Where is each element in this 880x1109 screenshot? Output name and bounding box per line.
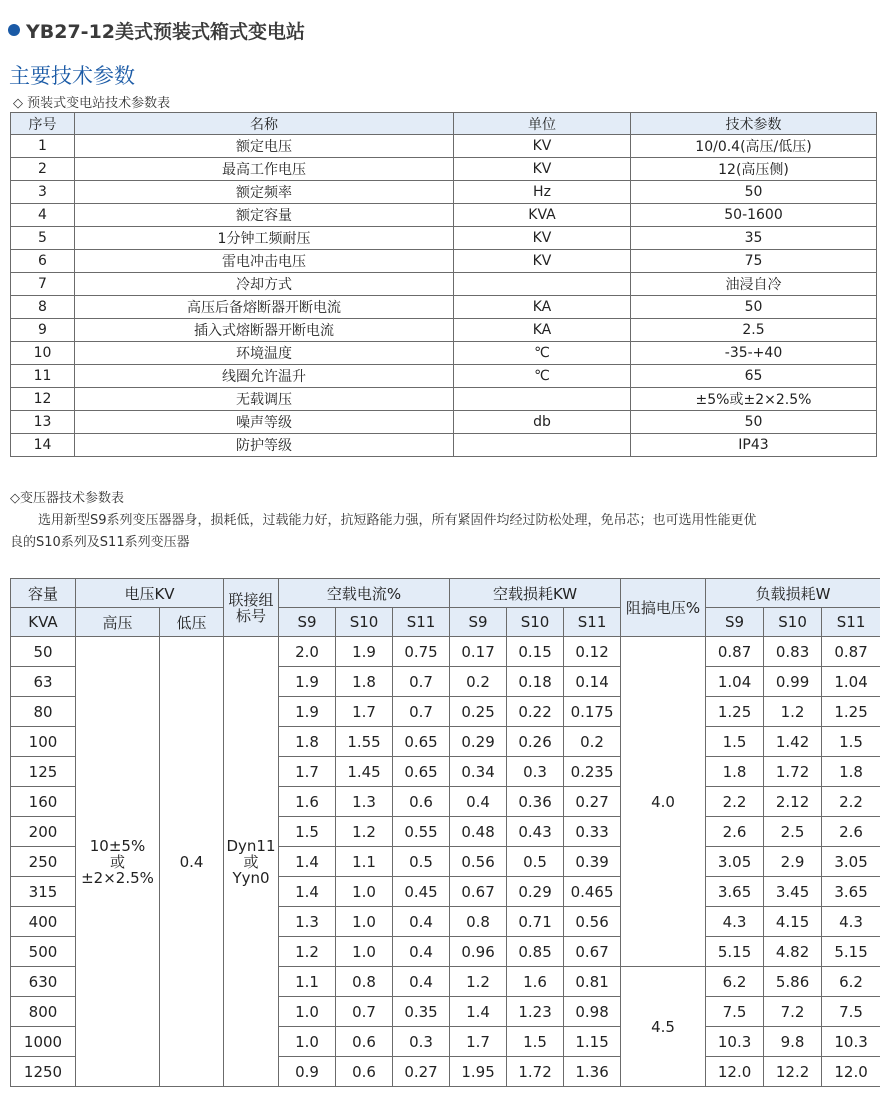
table-row <box>11 250 877 273</box>
unit-cell: KA <box>454 296 631 319</box>
index-cell: 14 <box>11 434 75 457</box>
noload-current-cell: 0.27 <box>393 1057 450 1087</box>
index-cell: 12 <box>11 388 75 411</box>
noload-current-cell: 0.9 <box>279 1057 336 1087</box>
unit-cell: KA <box>454 319 631 342</box>
unit-cell: KV <box>454 227 631 250</box>
noload-current-cell: 1.8 <box>279 727 336 757</box>
header-impedance: 阻搞电压% <box>621 579 706 637</box>
noload-current-cell: 1.55 <box>336 727 393 757</box>
header-s9: S9 <box>706 608 764 637</box>
header-low-voltage: 低压 <box>160 608 224 637</box>
noload-current-cell: 0.65 <box>393 727 450 757</box>
load-loss-cell: 3.65 <box>822 877 880 907</box>
noload-current-cell: 1.9 <box>279 697 336 727</box>
name-cell: 噪声等级 <box>75 411 454 434</box>
noload-loss-cell: 0.2 <box>564 727 621 757</box>
noload-current-cell: 0.45 <box>393 877 450 907</box>
unit-cell <box>454 273 631 296</box>
value-cell: 50 <box>631 181 877 204</box>
header-s10: S10 <box>507 608 564 637</box>
table-row <box>11 434 877 457</box>
noload-current-cell: 1.7 <box>336 697 393 727</box>
noload-current-cell: 1.2 <box>336 817 393 847</box>
header-s9: S9 <box>279 608 336 637</box>
header-s11: S11 <box>564 608 621 637</box>
load-loss-cell: 4.3 <box>822 907 880 937</box>
header-high-voltage: 高压 <box>76 608 160 637</box>
load-loss-cell: 7.5 <box>822 997 880 1027</box>
noload-current-cell: 0.65 <box>393 757 450 787</box>
noload-current-cell: 0.75 <box>393 637 450 667</box>
noload-current-cell: 1.1 <box>279 967 336 997</box>
noload-current-cell: 0.4 <box>393 967 450 997</box>
table-row <box>11 296 877 319</box>
header-cell: 技术参数 <box>631 113 877 135</box>
noload-loss-cell: 0.96 <box>450 937 507 967</box>
load-loss-cell: 10.3 <box>822 1027 880 1057</box>
load-loss-cell: 2.9 <box>764 847 822 877</box>
load-loss-cell: 1.8 <box>706 757 764 787</box>
value-cell: 50 <box>631 411 877 434</box>
table-row <box>11 365 877 388</box>
noload-loss-cell: 1.23 <box>507 997 564 1027</box>
impedance-cell: 4.0 <box>621 637 706 967</box>
load-loss-cell: 12.0 <box>706 1057 764 1087</box>
capacity-cell: 1000 <box>11 1027 76 1057</box>
load-loss-cell: 3.05 <box>822 847 880 877</box>
noload-loss-cell: 0.56 <box>450 847 507 877</box>
low-voltage-cell: 0.4 <box>160 637 224 1087</box>
header-s11: S11 <box>393 608 450 637</box>
noload-loss-cell: 1.15 <box>564 1027 621 1057</box>
load-loss-cell: 10.3 <box>706 1027 764 1057</box>
noload-loss-cell: 0.17 <box>450 637 507 667</box>
load-loss-cell: 1.2 <box>764 697 822 727</box>
name-cell: 线圈允许温升 <box>75 365 454 388</box>
index-cell: 3 <box>11 181 75 204</box>
index-cell: 8 <box>11 296 75 319</box>
capacity-cell: 63 <box>11 667 76 697</box>
noload-loss-cell: 0.33 <box>564 817 621 847</box>
header-s10: S10 <box>764 608 822 637</box>
load-loss-cell: 12.0 <box>822 1057 880 1087</box>
noload-loss-cell: 0.3 <box>507 757 564 787</box>
load-loss-cell: 1.42 <box>764 727 822 757</box>
name-cell: 插入式熔断器开断电流 <box>75 319 454 342</box>
load-loss-cell: 0.87 <box>822 637 880 667</box>
noload-loss-cell: 1.2 <box>450 967 507 997</box>
bullet-dot-icon <box>8 24 20 36</box>
capacity-cell: 250 <box>11 847 76 877</box>
load-loss-cell: 2.5 <box>764 817 822 847</box>
index-cell: 13 <box>11 411 75 434</box>
load-loss-cell: 1.04 <box>706 667 764 697</box>
noload-current-cell: 1.0 <box>279 1027 336 1057</box>
noload-loss-cell: 0.465 <box>564 877 621 907</box>
noload-loss-cell: 0.15 <box>507 637 564 667</box>
params-table-header-row <box>11 113 877 135</box>
unit-cell: db <box>454 411 631 434</box>
capacity-cell: 125 <box>11 757 76 787</box>
noload-loss-cell: 1.6 <box>507 967 564 997</box>
load-loss-cell: 2.6 <box>706 817 764 847</box>
load-loss-cell: 6.2 <box>706 967 764 997</box>
name-cell: 雷电冲击电压 <box>75 250 454 273</box>
capacity-cell: 800 <box>11 997 76 1027</box>
noload-loss-cell: 1.4 <box>450 997 507 1027</box>
table-row <box>11 411 877 434</box>
name-cell: 额定频率 <box>75 181 454 204</box>
header-noload-current: 空载电流% <box>279 579 450 608</box>
table-row <box>11 388 877 411</box>
name-cell: 冷却方式 <box>75 273 454 296</box>
name-cell: 高压后备熔断器开断电流 <box>75 296 454 319</box>
value-cell: 75 <box>631 250 877 273</box>
table-row <box>11 319 877 342</box>
unit-cell: ℃ <box>454 365 631 388</box>
index-cell: 11 <box>11 365 75 388</box>
params-table <box>10 112 877 457</box>
unit-cell: KV <box>454 250 631 273</box>
noload-current-cell: 0.4 <box>393 907 450 937</box>
noload-current-cell: 2.0 <box>279 637 336 667</box>
table-row <box>11 637 880 667</box>
noload-loss-cell: 0.25 <box>450 697 507 727</box>
value-cell: 35 <box>631 227 877 250</box>
product-title-text: YB27-12美式预装式箱式变电站 <box>26 20 306 43</box>
header-s9: S9 <box>450 608 507 637</box>
noload-current-cell: 1.4 <box>279 877 336 907</box>
noload-loss-cell: 0.12 <box>564 637 621 667</box>
capacity-cell: 500 <box>11 937 76 967</box>
xfmr-header-row-2 <box>11 608 880 637</box>
noload-current-cell: 1.0 <box>336 937 393 967</box>
noload-loss-cell: 0.85 <box>507 937 564 967</box>
header-capacity-unit: KVA <box>11 608 76 637</box>
high-voltage-cell: 10±5% 或 ±2×2.5% <box>76 637 160 1087</box>
value-cell: 12(高压侧) <box>631 158 877 181</box>
index-cell: 6 <box>11 250 75 273</box>
noload-loss-cell: 0.8 <box>450 907 507 937</box>
capacity-cell: 400 <box>11 907 76 937</box>
index-cell: 10 <box>11 342 75 365</box>
capacity-cell: 1250 <box>11 1057 76 1087</box>
noload-current-cell: 0.55 <box>393 817 450 847</box>
noload-current-cell: 1.3 <box>279 907 336 937</box>
load-loss-cell: 7.2 <box>764 997 822 1027</box>
noload-current-cell: 0.8 <box>336 967 393 997</box>
capacity-cell: 80 <box>11 697 76 727</box>
header-capacity: 容量 <box>11 579 76 608</box>
unit-cell: ℃ <box>454 342 631 365</box>
index-cell: 9 <box>11 319 75 342</box>
index-cell: 5 <box>11 227 75 250</box>
load-loss-cell: 5.15 <box>706 937 764 967</box>
table-row <box>11 181 877 204</box>
table-row <box>11 158 877 181</box>
value-cell: 50 <box>631 296 877 319</box>
header-connection: 联接组标号 <box>224 579 279 637</box>
noload-current-cell: 0.3 <box>393 1027 450 1057</box>
noload-current-cell: 1.0 <box>336 907 393 937</box>
noload-current-cell: 1.1 <box>336 847 393 877</box>
table-row <box>11 273 877 296</box>
load-loss-cell: 3.05 <box>706 847 764 877</box>
noload-loss-cell: 0.43 <box>507 817 564 847</box>
noload-loss-cell: 0.22 <box>507 697 564 727</box>
noload-loss-cell: 0.175 <box>564 697 621 727</box>
load-loss-cell: 1.8 <box>822 757 880 787</box>
unit-cell <box>454 388 631 411</box>
load-loss-cell: 0.83 <box>764 637 822 667</box>
noload-loss-cell: 0.14 <box>564 667 621 697</box>
noload-loss-cell: 1.5 <box>507 1027 564 1057</box>
noload-loss-cell: 1.72 <box>507 1057 564 1087</box>
noload-loss-cell: 0.27 <box>564 787 621 817</box>
load-loss-cell: 3.45 <box>764 877 822 907</box>
params-table-caption: ◇ 预装式变电站技术参数表 <box>13 96 171 111</box>
load-loss-cell: 2.2 <box>706 787 764 817</box>
description-line-1: 选用新型S9系列变压器器身，损耗低，过载能力好，抗短路能力强，所有紧固件均经过防松处理，免吊芯；也可选用性能更优 <box>38 513 757 528</box>
load-loss-cell: 12.2 <box>764 1057 822 1087</box>
value-cell: IP43 <box>631 434 877 457</box>
noload-current-cell: 0.7 <box>336 997 393 1027</box>
value-cell: 65 <box>631 365 877 388</box>
load-loss-cell: 6.2 <box>822 967 880 997</box>
capacity-cell: 160 <box>11 787 76 817</box>
noload-loss-cell: 0.18 <box>507 667 564 697</box>
index-cell: 7 <box>11 273 75 296</box>
load-loss-cell: 1.72 <box>764 757 822 787</box>
load-loss-cell: 4.82 <box>764 937 822 967</box>
name-cell: 额定容量 <box>75 204 454 227</box>
index-cell: 1 <box>11 135 75 158</box>
noload-current-cell: 1.9 <box>336 637 393 667</box>
unit-cell: KV <box>454 135 631 158</box>
load-loss-cell: 0.87 <box>706 637 764 667</box>
table-row <box>11 342 877 365</box>
load-loss-cell: 3.65 <box>706 877 764 907</box>
load-loss-cell: 1.5 <box>706 727 764 757</box>
noload-current-cell: 0.6 <box>336 1057 393 1087</box>
noload-current-cell: 0.6 <box>336 1027 393 1057</box>
load-loss-cell: 9.8 <box>764 1027 822 1057</box>
load-loss-cell: 4.3 <box>706 907 764 937</box>
noload-loss-cell: 0.36 <box>507 787 564 817</box>
table-row <box>11 135 877 158</box>
noload-loss-cell: 0.67 <box>564 937 621 967</box>
noload-current-cell: 1.0 <box>279 997 336 1027</box>
unit-cell: Hz <box>454 181 631 204</box>
load-loss-cell: 1.25 <box>706 697 764 727</box>
load-loss-cell: 2.12 <box>764 787 822 817</box>
header-s10: S10 <box>336 608 393 637</box>
noload-loss-cell: 0.81 <box>564 967 621 997</box>
load-loss-cell: 0.99 <box>764 667 822 697</box>
noload-current-cell: 1.2 <box>279 937 336 967</box>
impedance-cell: 4.5 <box>621 967 706 1087</box>
noload-loss-cell: 0.48 <box>450 817 507 847</box>
noload-current-cell: 1.5 <box>279 817 336 847</box>
noload-current-cell: 0.7 <box>393 667 450 697</box>
noload-loss-cell: 0.71 <box>507 907 564 937</box>
name-cell: 最高工作电压 <box>75 158 454 181</box>
load-loss-cell: 1.25 <box>822 697 880 727</box>
table-row <box>11 227 877 250</box>
noload-loss-cell: 1.95 <box>450 1057 507 1087</box>
value-cell: 2.5 <box>631 319 877 342</box>
load-loss-cell: 2.2 <box>822 787 880 817</box>
capacity-cell: 100 <box>11 727 76 757</box>
noload-current-cell: 1.7 <box>279 757 336 787</box>
noload-current-cell: 0.4 <box>393 937 450 967</box>
capacity-cell: 200 <box>11 817 76 847</box>
name-cell: 1分钟工频耐压 <box>75 227 454 250</box>
noload-current-cell: 1.4 <box>279 847 336 877</box>
xfmr-table-caption: ◇变压器技术参数表 <box>10 491 124 506</box>
capacity-cell: 315 <box>11 877 76 907</box>
header-s11: S11 <box>822 608 880 637</box>
name-cell: 环境温度 <box>75 342 454 365</box>
noload-current-cell: 1.6 <box>279 787 336 817</box>
header-cell: 单位 <box>454 113 631 135</box>
capacity-cell: 50 <box>11 637 76 667</box>
noload-loss-cell: 0.67 <box>450 877 507 907</box>
noload-loss-cell: 1.36 <box>564 1057 621 1087</box>
load-loss-cell: 2.6 <box>822 817 880 847</box>
capacity-cell: 630 <box>11 967 76 997</box>
transformer-table <box>10 578 880 1087</box>
name-cell: 防护等级 <box>75 434 454 457</box>
noload-current-cell: 0.35 <box>393 997 450 1027</box>
value-cell: 50-1600 <box>631 204 877 227</box>
load-loss-cell: 7.5 <box>706 997 764 1027</box>
section-heading: 主要技术参数 <box>9 64 135 88</box>
table-row <box>11 204 877 227</box>
load-loss-cell: 1.5 <box>822 727 880 757</box>
noload-loss-cell: 1.7 <box>450 1027 507 1057</box>
noload-loss-cell: 0.56 <box>564 907 621 937</box>
noload-current-cell: 1.0 <box>336 877 393 907</box>
header-noload-loss: 空载损耗KW <box>450 579 621 608</box>
noload-loss-cell: 0.26 <box>507 727 564 757</box>
noload-current-cell: 1.45 <box>336 757 393 787</box>
noload-current-cell: 0.7 <box>393 697 450 727</box>
value-cell: ±5%或±2×2.5% <box>631 388 877 411</box>
noload-loss-cell: 0.34 <box>450 757 507 787</box>
noload-loss-cell: 0.98 <box>564 997 621 1027</box>
product-title <box>8 17 305 43</box>
noload-current-cell: 0.6 <box>393 787 450 817</box>
noload-current-cell: 1.9 <box>279 667 336 697</box>
load-loss-cell: 4.15 <box>764 907 822 937</box>
header-cell: 名称 <box>75 113 454 135</box>
index-cell: 2 <box>11 158 75 181</box>
connection-cell: Dyn11 或 Yyn0 <box>224 637 279 1087</box>
noload-loss-cell: 0.2 <box>450 667 507 697</box>
noload-loss-cell: 0.39 <box>564 847 621 877</box>
header-cell: 序号 <box>11 113 75 135</box>
value-cell: 油浸自冷 <box>631 273 877 296</box>
load-loss-cell: 5.86 <box>764 967 822 997</box>
noload-current-cell: 0.5 <box>393 847 450 877</box>
header-voltage: 电压KV <box>76 579 224 608</box>
unit-cell <box>454 434 631 457</box>
name-cell: 无载调压 <box>75 388 454 411</box>
noload-current-cell: 1.3 <box>336 787 393 817</box>
value-cell: 10/0.4(高压/低压) <box>631 135 877 158</box>
noload-loss-cell: 0.5 <box>507 847 564 877</box>
xfmr-header-row-1 <box>11 579 880 608</box>
header-load-loss: 负载损耗W <box>706 579 880 608</box>
load-loss-cell: 1.04 <box>822 667 880 697</box>
value-cell: -35-+40 <box>631 342 877 365</box>
index-cell: 4 <box>11 204 75 227</box>
name-cell: 额定电压 <box>75 135 454 158</box>
description-line-2: 良的S10系列及S11系列变压器 <box>10 535 190 550</box>
unit-cell: KV <box>454 158 631 181</box>
noload-loss-cell: 0.4 <box>450 787 507 817</box>
load-loss-cell: 5.15 <box>822 937 880 967</box>
noload-current-cell: 1.8 <box>336 667 393 697</box>
unit-cell: KVA <box>454 204 631 227</box>
noload-loss-cell: 0.29 <box>450 727 507 757</box>
noload-loss-cell: 0.235 <box>564 757 621 787</box>
noload-loss-cell: 0.29 <box>507 877 564 907</box>
